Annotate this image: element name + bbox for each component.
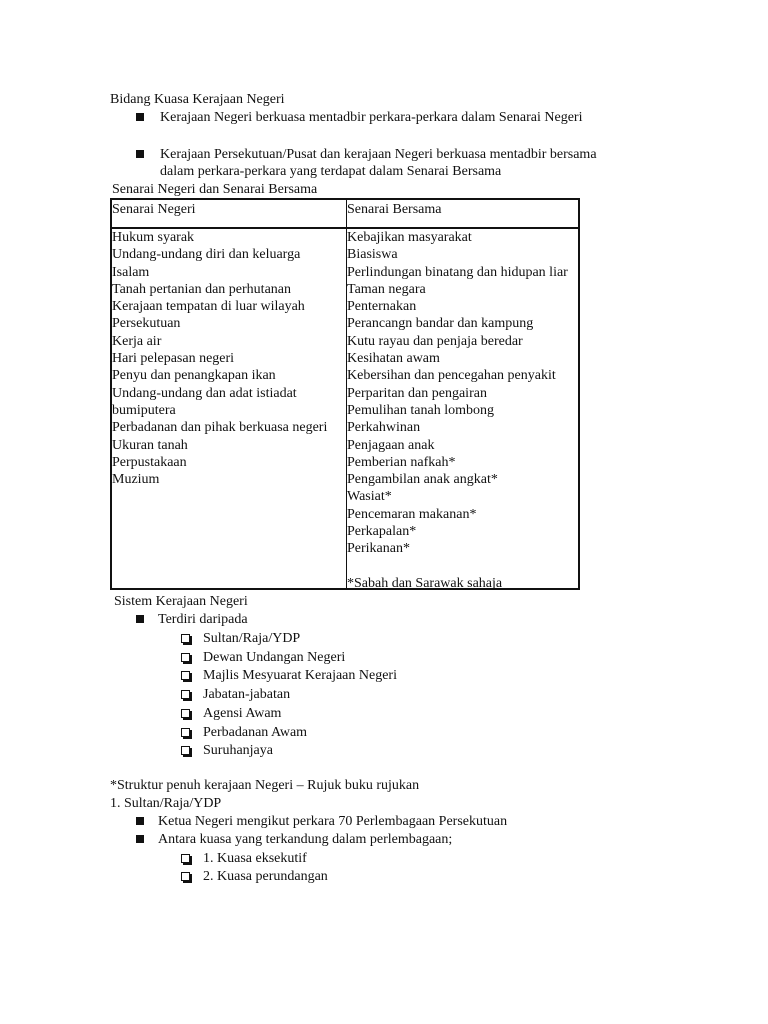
senarai-table: [110, 198, 580, 590]
table-cell: Penjagaan anak: [347, 437, 435, 453]
checkbox-bullet-icon: [181, 728, 190, 737]
list-item: Majlis Mesyuarat Kerajaan Negeri: [203, 668, 397, 684]
table-cell: Biasiswa: [347, 247, 398, 263]
senarai-negeri-list: [112, 229, 327, 488]
checkbox-bullet-icon: [181, 709, 190, 718]
table-header-senarai-negeri: Senarai Negeri: [112, 202, 196, 217]
section-heading-bidang-kuasa: Bidang Kuasa Kerajaan Negeri: [110, 92, 285, 107]
table-caption: Senarai Negeri dan Senarai Bersama: [112, 182, 318, 197]
list-item: Perbadanan Awam: [203, 724, 308, 740]
table-cell: Kerja air: [112, 333, 162, 349]
table-cell: Kerajaan tempatan di luar wilayah: [112, 299, 305, 315]
square-bullet-icon: [136, 615, 144, 623]
checkbox-bullet-icon: [181, 854, 190, 863]
checkbox-bullet-icon: [181, 671, 190, 680]
senarai-bersama-list: [347, 229, 568, 592]
list-item: Agensi Awam: [203, 705, 282, 721]
section-heading-sistem: Sistem Kerajaan Negeri: [114, 594, 248, 609]
checkbox-bullet-icon: [181, 746, 190, 755]
list-item: 1. Kuasa eksekutif: [203, 851, 307, 866]
table-cell: Persekutuan: [112, 316, 181, 332]
bullet-text-continued: dalam perkara-perkara yang terdapat dalam Senarai Bersama: [160, 164, 502, 179]
table-cell: Perkahwinan: [347, 420, 421, 436]
table-cell: Perikanan*: [347, 541, 410, 557]
table-cell: Ukuran tanah: [112, 437, 188, 453]
table-cell: Taman negara: [347, 281, 426, 297]
table-cell: Wasiat*: [347, 489, 392, 505]
list-item: Jabatan-jabatan: [203, 687, 291, 703]
bullet-text: Antara kuasa yang terkandung dalam perlembagaan;: [158, 832, 453, 847]
table-cell: Kebersihan dan pencegahan penyakit: [347, 368, 556, 384]
checkbox-bullet-icon: [181, 690, 190, 699]
table-cell: bumiputera: [112, 402, 176, 418]
table-cell: Muzium: [112, 472, 160, 488]
list-item: Sultan/Raja/YDP: [203, 631, 301, 646]
table-cell: Penyu dan penangkapan ikan: [112, 368, 276, 384]
table-cell: Hukum syarak: [112, 230, 195, 245]
table-cell: Isalam: [112, 264, 150, 280]
bullet-text: Kerajaan Negeri berkuasa mentadbir perkara-perkara dalam Senarai Negeri: [160, 110, 583, 125]
table-cell: Pengambilan anak angkat*: [347, 472, 498, 488]
table-header-senarai-bersama: Senarai Bersama: [347, 202, 442, 217]
bullet-text: Ketua Negeri mengikut perkara 70 Perlembagaan Persekutuan: [158, 814, 508, 829]
table-cell: Pemulihan tanah lombong: [347, 402, 494, 418]
table-cell: Perancangn bandar dan kampung: [347, 316, 534, 332]
bullet-text: Terdiri daripada: [158, 612, 248, 627]
square-bullet-icon: [136, 817, 144, 825]
table-cell: Undang-undang diri dan keluarga: [112, 247, 301, 263]
list-item: Suruhanjaya: [203, 743, 273, 759]
table-cell: Perkapalan*: [347, 524, 417, 540]
list-item: 2. Kuasa perundangan: [203, 869, 328, 884]
table-cell: Pemberian nafkah*: [347, 454, 456, 470]
table-cell: *Sabah dan Sarawak sahaja: [347, 575, 503, 591]
checkbox-bullet-icon: [181, 634, 190, 643]
table-cell: Tanah pertanian dan perhutanan: [112, 281, 291, 297]
bullet-text: Kerajaan Persekutuan/Pusat dan kerajaan Negeri berkuasa mentadbir bersama: [160, 147, 597, 162]
table-cell: Pencemaran makanan*: [347, 506, 477, 522]
table-cell: Perparitan dan pengairan: [347, 385, 487, 401]
checkbox-bullet-icon: [181, 872, 190, 881]
table-cell: Kesihatan awam: [347, 351, 440, 367]
square-bullet-icon: [136, 835, 144, 843]
table-cell: Perbadanan dan pihak berkuasa negeri: [112, 420, 328, 436]
table-cell: Hari pelepasan negeri: [112, 351, 235, 367]
table-cell: Kutu rayau dan penjaja beredar: [347, 333, 523, 349]
square-bullet-icon: [136, 150, 144, 158]
table-cell: Perlindungan binatang dan hidupan liar: [347, 264, 568, 280]
note-text: *Struktur penuh kerajaan Negeri – Rujuk buku rujukan: [110, 778, 420, 793]
table-cell: Perpustakaan: [112, 454, 187, 470]
table-cell: Undang-undang dan adat istiadat: [112, 385, 297, 401]
table-cell: Penternakan: [347, 299, 417, 315]
square-bullet-icon: [136, 113, 144, 121]
checkbox-bullet-icon: [181, 653, 190, 662]
table-cell: Kebajikan masyarakat: [347, 230, 472, 245]
section-heading-sultan: 1. Sultan/Raja/YDP: [110, 796, 222, 811]
list-item: Dewan Undangan Negeri: [203, 649, 346, 665]
table-cell: [347, 558, 568, 575]
